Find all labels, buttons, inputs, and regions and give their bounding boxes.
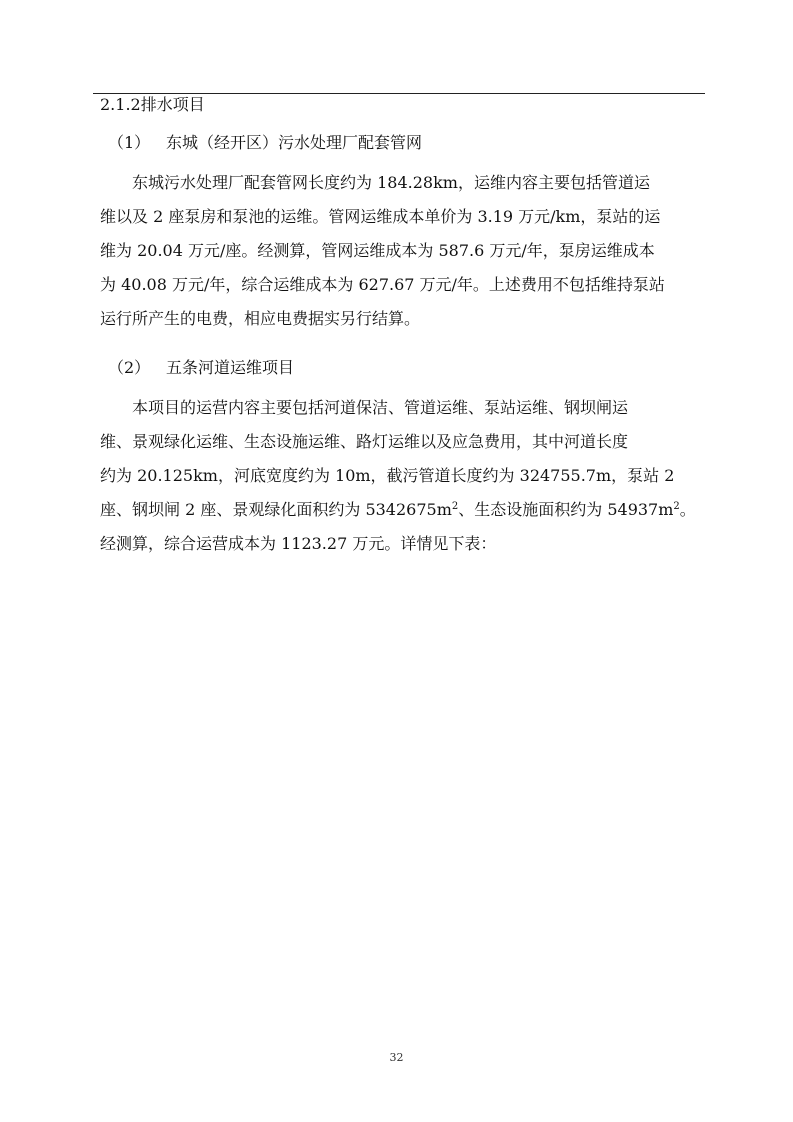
area-text-c: 。 [679, 500, 696, 519]
paragraph-2-line: 维、景观绿化运维、生态设施运维、路灯运维以及应急费用，其中河道长度 [100, 432, 629, 451]
paragraph-2-line: 约为 20.125km，河底宽度约为 10m，截污管道长度约为 324755.7m，泵站 2 [100, 466, 675, 485]
paragraph-2 [100, 391, 705, 561]
superscript-2: 2 [673, 501, 680, 512]
paragraph-1-line: 东城污水处理厂配套管网长度约为 184.28km，运维内容主要包括管道运 [132, 173, 650, 192]
subsection-number-1: （1） [108, 133, 151, 152]
paragraph-1-line: 维为 20.04 万元/座。经测算，管网运维成本为 587.6 万元/年，泵房运维成本 [100, 241, 655, 260]
paragraph-1-line: 为 40.08 万元/年，综合运维成本为 627.67 万元/年。上述费用不包括维持泵站 [100, 275, 665, 294]
subsection-heading-1 [100, 131, 422, 155]
paragraph-1 [100, 166, 705, 336]
paragraph-1-line: 维以及 2 座泵房和泵池的运维。管网运维成本单价为 3.19 万元/km，泵站的运 [100, 207, 661, 226]
paragraph-2-line: 经测算，综合运营成本为 1123.27 万元。详情见下表： [100, 534, 497, 553]
subsection-number-2: （2） [108, 358, 151, 377]
area-text-a: 座、钢坝闸 2 座、景观绿化面积约为 5342675m [100, 500, 452, 519]
subsection-title-1: 东城（经开区）污水处理厂配套管网 [166, 133, 423, 152]
paragraph-2-line [100, 493, 705, 527]
section-heading: 2.1.2排水项目 [100, 95, 205, 114]
superscript-2: 2 [451, 501, 459, 512]
area-text-b: 、生态设施面积约为 54937m [458, 500, 674, 519]
subsection-heading-2 [100, 356, 294, 380]
paragraph-2-line: 本项目的运营内容主要包括河道保洁、管道运维、泵站运维、钢坝闸运 [132, 398, 629, 417]
paragraph-1-line: 运行所产生的电费，相应电费据实另行结算。 [100, 309, 421, 328]
subsection-title-2: 五条河道运维项目 [166, 358, 295, 377]
page-number: 32 [389, 1051, 404, 1064]
